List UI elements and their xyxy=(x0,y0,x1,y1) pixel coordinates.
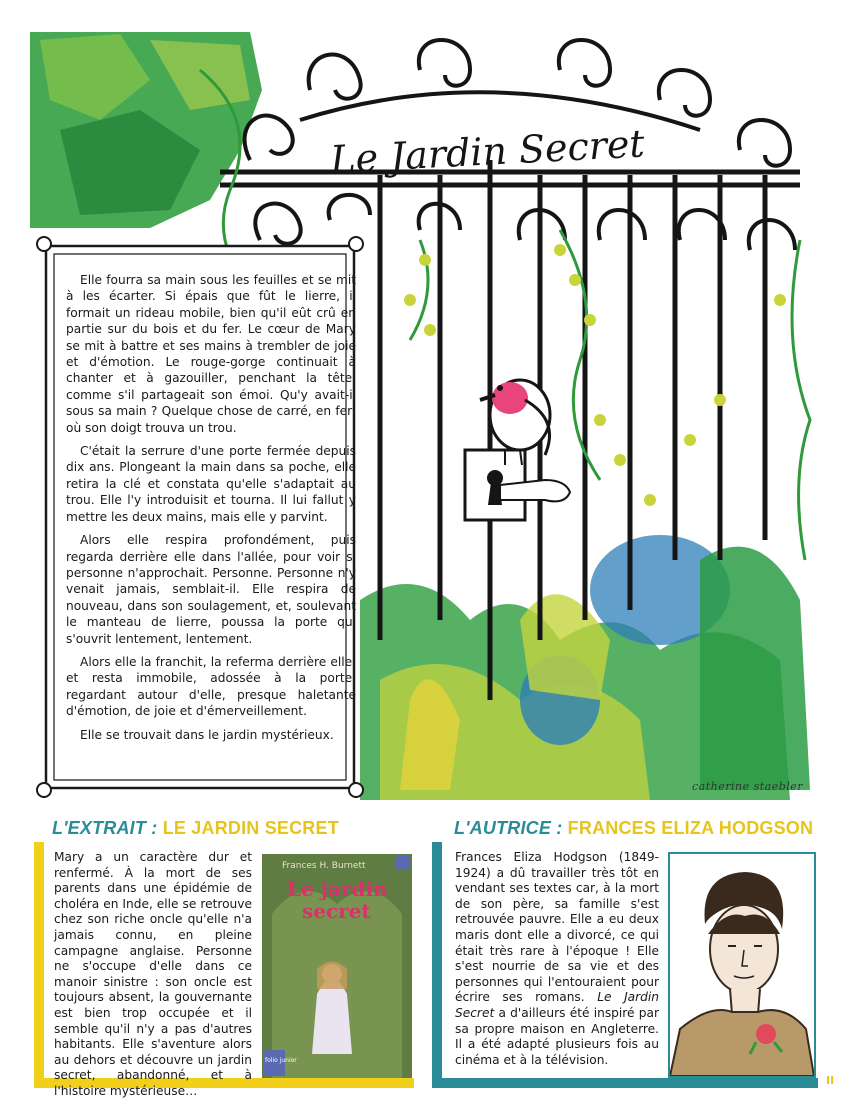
book-title-line1: Le jardin xyxy=(287,877,388,901)
author-heading xyxy=(454,818,813,839)
book-cover xyxy=(262,854,412,1078)
excerpt-paragraph: Elle se trouvait dans le jardin mystérieux. xyxy=(80,727,334,742)
illustrator-signature: catherine staebler xyxy=(692,780,804,793)
excerpt-paragraph: Alors elle la franchit, la referma derrière elle, et resta immobile, adossée à la porte, regardant autour d'elle, presque haletante d'émotion, de joie et d'émerveillement. xyxy=(66,654,356,719)
excerpt-paragraph: Elle fourra sa main sous les feuilles et se mit à les écarter. Si épais que fût le lierre, il formait un rideau mobile, bien qu'il eût crû en partie sur du bois et du fer. Le cœur de Mary se mit à battre et ses mains à trembler de joie et d'émotion. Le rouge-gorge continuait à chanter et à gazouiller, penchant la tête, comme s'il partageait son émoi. Qu'y avait-il sous sa main ? Quelque chose de carré, en fer, où son doigt trouva un trou. xyxy=(66,273,356,435)
book-title-line2: secret xyxy=(302,899,371,923)
author-heading-value: FRANCES ELIZA HODGSON xyxy=(567,818,814,838)
extract-heading-key: L'EXTRAIT : xyxy=(52,818,158,838)
extract-heading-value: LE JARDIN SECRET xyxy=(162,818,339,838)
excerpt-paragraph: Alors elle respira profondément, puis regarda derrière elle dans l'allée, pour voir si personne n'approchait. Personne. Personne n'y venait jamais, semblait-il. Elle respira de nouveau, dans son soulagement, et, soulevant le manteau de lierre, poussa la porte qui s'ouvrit lentement, lentement. xyxy=(66,533,356,646)
excerpt-paragraph: C'était la serrure d'une porte fermée depuis dix ans. Plongeant la main dans sa poche, elle retira la clé et constata qu'elle s'adaptait au trou. Elle l'y introduisit et tourna. Il lui fallut y mettre les deux mains, mais elle y parvint. xyxy=(66,444,356,524)
bio-part2: a d'ailleurs été inspiré par sa propre maison en Angleterre. Il a été adapté plusieurs fois au cinéma et à la télévision. xyxy=(455,1005,659,1067)
excerpt-text xyxy=(66,272,356,750)
extract-summary: Mary a un caractère dur et renfermé. À la mort de ses parents dans une épidémie de choléra en Inde, elle se retrouve chez son riche oncle qu'elle n'a jamais connu, en pleine campagne anglaise. Personne ne s'occupe d'elle dans ce manoir sinistre : son oncle est toujours absent, la gouvernante est bien trop occupée et il semble qu'il n'y a pas d'autres habitants. Elle s'aventure alors au dehors et découvre un jardin secret, abandonné, et à l'histoire mystérieuse… xyxy=(54,850,252,1098)
bio-book-title: Le Jardin Secret xyxy=(455,990,659,1020)
book-author: Frances H. Burnett xyxy=(282,861,366,871)
leaves xyxy=(404,244,786,506)
extract-heading xyxy=(52,818,339,839)
author-bio xyxy=(455,850,659,1068)
bio-part1: Frances Eliza Hodgson (1849-1924) a dû travailler très tôt en vendant ses textes car, à la mort de son père, sa famille s'est retrouvée pauvre. Elle a eu deux maris dont elle a divorcé, ce qui était très rare à l'époque ! Elle s'est nourrie de sa vie et des personnes qui l'entouraient pour écrire ses romans. xyxy=(455,850,659,1005)
gate-title: Le Jardin Secret xyxy=(329,121,646,182)
book-publisher: folio junior xyxy=(265,1057,297,1064)
author-portrait xyxy=(668,852,816,1078)
page-number: II xyxy=(826,1074,835,1087)
lock-plate xyxy=(465,450,570,520)
author-heading-key: L'AUTRICE : xyxy=(454,818,563,838)
